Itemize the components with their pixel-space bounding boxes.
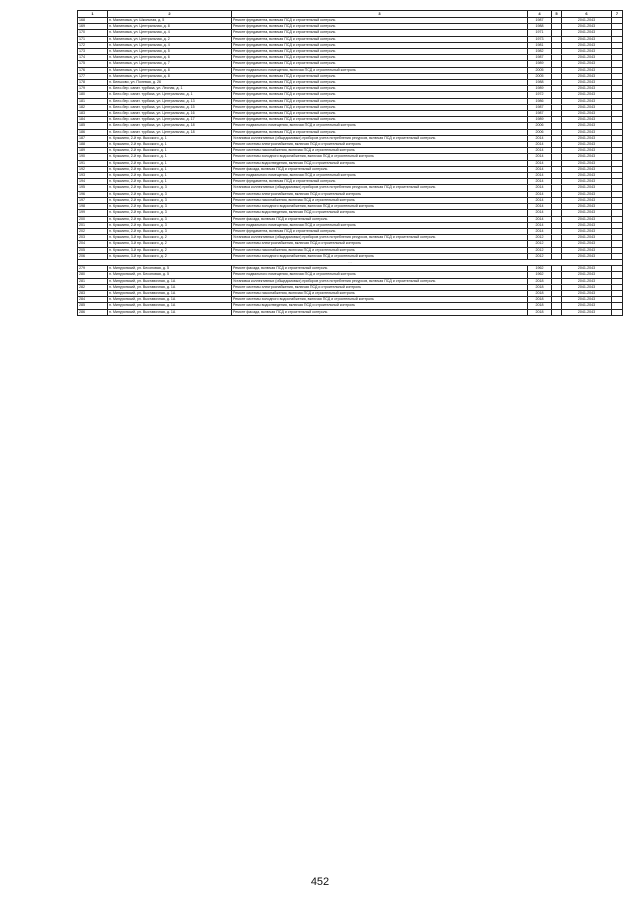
table-cell: 279 <box>78 266 108 272</box>
table-row <box>78 148 623 154</box>
table-cell: Ремонт подвального помещения, включая ПСД и строительный контроль <box>232 222 528 228</box>
table-cell: Ремонт системы холодного водоснабжения, включая ПСД и строительный контроль <box>232 253 528 259</box>
table-cell: п. Минуринский, ул. Бесоновая, д. 5 <box>108 266 232 272</box>
table-cell: 2041-2043 <box>562 185 612 191</box>
table-cell: 1962 <box>528 272 552 278</box>
table-cell: Ремонт системы газоснабжения, включая ПСД и строительный контроль <box>232 197 528 203</box>
table-cell: 2041-2043 <box>562 123 612 129</box>
table-cell: п. Бело-бер. санат. турбаза, ул. Центральная, д. 17 <box>108 117 232 123</box>
document-sheet <box>77 10 622 316</box>
table-cell: 197 <box>78 197 108 203</box>
table-row <box>78 154 623 160</box>
table-cell <box>612 309 623 315</box>
table-cell: 2018 <box>528 290 552 296</box>
table-cell: Ремонт фасада, включая ПСД и строительный контроль <box>232 216 528 222</box>
table-cell: 1987 <box>528 111 552 117</box>
table-row <box>78 241 623 247</box>
table-cell: Ремонт фундамента, включая ПСД и строительный контроль <box>232 36 528 42</box>
table-row <box>78 160 623 166</box>
table-cell: 201 <box>78 222 108 228</box>
table-cell: 1972 <box>528 92 552 98</box>
table-row <box>78 173 623 179</box>
table-cell: Ремонт фундамента, включая ПСД и строительный контроль <box>232 42 528 48</box>
table-cell: 2018 <box>528 278 552 284</box>
table-cell: Ремонт подвального помещения, включая ПСД и строительный контроль <box>232 123 528 129</box>
table-cell: 2014 <box>528 222 552 228</box>
table-cell: п. Кузьмино, 3-й пр. Высокого, д. 2 <box>108 241 232 247</box>
table-cell: 2041-2043 <box>562 179 612 185</box>
table-cell: 190 <box>78 154 108 160</box>
table-cell: Ремонт фундамента, включая ПСД и строительный контроль <box>232 61 528 67</box>
table-cell: п. Бело-бер. санат. турбаза, ул. Лесная, д. 1 <box>108 86 232 92</box>
table-cell: 2012 <box>528 247 552 253</box>
table-cell: 2041-2043 <box>562 210 612 216</box>
table-cell: 175 <box>78 61 108 67</box>
table-cell: Ремонт системы электроснабжения, включая ПСД и строительный контроль <box>232 191 528 197</box>
table-cell: 2014 <box>528 204 552 210</box>
table-cell: 2041-2043 <box>562 197 612 203</box>
table-cell: п. Бело-бер. санат. турбаза, ул. Центральная, д. 13 <box>108 98 232 104</box>
table-cell: п. Малиновка, ул. Центральная, д. 5 <box>108 49 232 55</box>
table-cell: 2006 <box>528 123 552 129</box>
table-cell <box>552 309 562 315</box>
table-cell: 2014 <box>528 191 552 197</box>
table-cell: 2012 <box>528 253 552 259</box>
table-cell: 173 <box>78 49 108 55</box>
table-cell: п. Кузьмино, 2-й пр. Высокого, д. 1 <box>108 166 232 172</box>
table-row <box>78 272 623 278</box>
table-cell: Установка коллективных (общедомовых) приборов учета потребления ресурсов, включая ПСД и строительный контроль <box>232 185 528 191</box>
table-cell: 183 <box>78 111 108 117</box>
table-row <box>78 204 623 210</box>
table-cell: 2014 <box>528 160 552 166</box>
table-cell: 2041-2043 <box>562 129 612 135</box>
table-cell: 204 <box>78 241 108 247</box>
table-cell: 2041-2043 <box>562 253 612 259</box>
table-cell: Ремонт фундамента, включая ПСД и строительный контроль <box>232 30 528 36</box>
table-cell: 2041-2043 <box>562 228 612 234</box>
table-cell: 2041-2043 <box>562 222 612 228</box>
table-cell: п. Малиновка, ул. Центральная, д. 8 <box>108 73 232 79</box>
table-cell: Ремонт фундамента, включая ПСД и строительный контроль <box>232 117 528 123</box>
table-cell: 2014 <box>528 142 552 148</box>
table-cell: 2041-2043 <box>562 173 612 179</box>
table-cell: 2041-2043 <box>562 216 612 222</box>
table-row <box>78 191 623 197</box>
table-cell: 1982 <box>528 49 552 55</box>
table-cell: 1 <box>78 11 108 18</box>
table-cell: 180 <box>78 92 108 98</box>
table-cell: 2041-2043 <box>562 80 612 86</box>
table-cell: 2018 <box>528 284 552 290</box>
table-cell: 2018 <box>528 303 552 309</box>
table-cell: 2014 <box>528 210 552 216</box>
table-cell: 192 <box>78 166 108 172</box>
table-cell: 2014 <box>528 154 552 160</box>
table-cell: п. Бельково, ул. Полевая, д. 26 <box>108 80 232 86</box>
table-cell: 2041-2043 <box>562 309 612 315</box>
table-cell: 2014 <box>528 173 552 179</box>
table-cell: 2041-2043 <box>562 272 612 278</box>
table-cell: Ремонт системы холодного водоснабжения, включая ПСД и строительный контроль <box>232 297 528 303</box>
table-cell: 283 <box>78 290 108 296</box>
table-cell: 193 <box>78 173 108 179</box>
table-cell: п. Кузьмино, 2-й пр. Высокого, д. 1 <box>108 160 232 166</box>
table-cell: 3 <box>232 11 528 18</box>
table-cell: 177 <box>78 73 108 79</box>
table-cell: Ремонт фундамента, включая ПСД и строительный контроль <box>232 86 528 92</box>
table-row <box>78 297 623 303</box>
table-cell: п. Минуринский, ул. Выставочная, д. 1А <box>108 309 232 315</box>
table-cell: 2041-2043 <box>562 73 612 79</box>
table-cell: 2041-2043 <box>562 160 612 166</box>
table-cell: 1962 <box>528 266 552 272</box>
table-cell: Ремонт подвального помещения, включая ПСД и строительный контроль <box>232 67 528 73</box>
table-cell: 2041-2043 <box>562 247 612 253</box>
table-cell: 2041-2043 <box>562 67 612 73</box>
table-cell: Ремонт фундамента, включая ПСД и строительный контроль <box>232 18 528 24</box>
table-cell: 172 <box>78 42 108 48</box>
table-cell: п. Минуринский, ул. Выставочная, д. 1А <box>108 297 232 303</box>
table-cell: 2018 <box>528 309 552 315</box>
table-cell: п. Минуринский, ул. Выставочная, д. 1А <box>108 284 232 290</box>
table-cell: Ремонт фасада, включая ПСД и строительный контроль <box>232 266 528 272</box>
table-cell: п. Малиновка, ул. Центральная, д. 7 <box>108 61 232 67</box>
table-cell: п. Минуринский, ул. Выставочная, д. 1А <box>108 278 232 284</box>
table-cell: 2014 <box>528 185 552 191</box>
table-cell: Ремонт системы водоотведения, включая ПСД и строительный контроль <box>232 303 528 309</box>
table-cell: Ремонт фундамента, включая ПСД и строительный контроль <box>232 228 528 234</box>
table-row <box>78 222 623 228</box>
table-row <box>78 67 623 73</box>
table-cell: п. Кузьмино, 3-й пр. Высокого, д. 2 <box>108 247 232 253</box>
table-cell: 1989 <box>528 61 552 67</box>
table-cell: Ремонт системы холодного водоснабжения, включая ПСД и строительный контроль <box>232 154 528 160</box>
table-cell: 2041-2043 <box>562 98 612 104</box>
table-cell: Ремонт фундамента, включая ПСД и строительный контроль <box>232 98 528 104</box>
table-cell: 2041-2043 <box>562 61 612 67</box>
table-cell: 2041-2043 <box>562 297 612 303</box>
table-cell: 2041-2043 <box>562 303 612 309</box>
table-cell: п. Кузьмино, 2-й пр. Высокого, д. 1 <box>108 154 232 160</box>
table-cell: п. Кузьмино, 2-й пр. Высокого, д. 3 <box>108 185 232 191</box>
table-cell: п. Минуринский, ул. Бесоновая, д. 5 <box>108 272 232 278</box>
table-cell: 4 <box>528 11 552 18</box>
table-cell: 7 <box>612 11 623 18</box>
table-cell: 281 <box>78 278 108 284</box>
table-cell: п. Кузьмино, 2-й пр. Высокого, д. 1 <box>108 148 232 154</box>
table-cell: Ремонт фундамента, включая ПСД и строительный контроль <box>232 111 528 117</box>
table-cell: Ремонт фундамента, включая ПСД и строительный контроль <box>232 179 528 185</box>
table-cell: 2041-2043 <box>562 290 612 296</box>
table-cell: 2012 <box>528 241 552 247</box>
table-cell: 196 <box>78 191 108 197</box>
table-cell: Ремонт системы электроснабжения, включая ПСД и строительный контроль <box>232 142 528 148</box>
table-cell: п. Кузьмино, 2-й пр. Высокого, д. 3 <box>108 204 232 210</box>
table-cell: Ремонт подвального помещения, включая ПСД и строительный контроль <box>232 272 528 278</box>
table-cell: п. Бело-бер. санат. турбаза, ул. Центральная, д. 16 <box>108 111 232 117</box>
table-cell: п. Кузьмино, 2-й пр. Высокого, д. 1 <box>108 142 232 148</box>
table-cell: 2018 <box>528 297 552 303</box>
table-cell: п. Кузьмино, 2-й пр. Высокого, д. 3 <box>108 197 232 203</box>
table-cell: п. Кузьмино, 2-й пр. Высокого, д. 1 <box>108 179 232 185</box>
table-cell: п. Малиновка, ул. Центральная, д. 8 <box>108 67 232 73</box>
table-cell: Ремонт системы водоотведения, включая ПСД и строительный контроль <box>232 210 528 216</box>
table-cell: 2014 <box>528 228 552 234</box>
table-cell: 2041-2043 <box>562 30 612 36</box>
table-cell: 2041-2043 <box>562 166 612 172</box>
table-row <box>78 247 623 253</box>
table-row <box>78 123 623 129</box>
ellipsis-cell: … <box>78 259 623 265</box>
table-cell: 2041-2043 <box>562 148 612 154</box>
table-cell: 282 <box>78 284 108 290</box>
table-cell: 182 <box>78 104 108 110</box>
table-cell: 2012 <box>528 235 552 241</box>
table-cell: 1989 <box>528 117 552 123</box>
table-cell: 2041-2043 <box>562 49 612 55</box>
table-header-row <box>78 11 623 18</box>
table-cell: п. Минуринский, ул. Выставочная, д. 1А <box>108 290 232 296</box>
table-cell: п. Малиновка, ул. Школьная, д. 5 <box>108 18 232 24</box>
table-cell: Ремонт подвального помещения, включая ПСД и строительный контроль <box>232 173 528 179</box>
table-cell: Ремонт фундамента, включая ПСД и строительный контроль <box>232 129 528 135</box>
table-row <box>78 278 623 284</box>
page-number: 452 <box>310 876 330 888</box>
table-cell: 2014 <box>528 166 552 172</box>
table-cell: 185 <box>78 123 108 129</box>
table-cell: Ремонт фундамента, включая ПСД и строительный контроль <box>232 92 528 98</box>
table-cell: 2041-2043 <box>562 18 612 24</box>
table-row <box>78 284 623 290</box>
table-cell: 1987 <box>528 18 552 24</box>
table-cell: 2041-2043 <box>562 36 612 42</box>
table-cell: 195 <box>78 185 108 191</box>
table-row <box>78 235 623 241</box>
table-cell: 186 <box>78 129 108 135</box>
table-cell: 2014 <box>528 197 552 203</box>
table-cell: 171 <box>78 36 108 42</box>
table-cell: п. Минуринский, ул. Выставочная, д. 1А <box>108 303 232 309</box>
table-cell: п. Малиновка, ул. Центральная, д. 4 <box>108 42 232 48</box>
table-cell: Ремонт фундамента, включая ПСД и строительный контроль <box>232 55 528 61</box>
table-cell: Ремонт фундамента, включая ПСД и строительный контроль <box>232 24 528 30</box>
table-cell: 2014 <box>528 148 552 154</box>
table-cell: 2006 <box>528 129 552 135</box>
table-cell: 1988 <box>528 24 552 30</box>
table-cell: п. Малиновка, ул. Центральная, д. 4 <box>108 30 232 36</box>
table-cell: Установка коллективных (общедомовых) приборов учета потребления ресурсов, включая ПСД и строительный контроль <box>232 135 528 141</box>
table-cell: 2041-2043 <box>562 55 612 61</box>
table-cell: 2041-2043 <box>562 191 612 197</box>
table-cell: 2005 <box>528 73 552 79</box>
table-row <box>78 309 623 315</box>
table-cell: Ремонт системы электроснабжения, включая ПСД и строительный контроль <box>232 284 528 290</box>
table-cell: 2041-2043 <box>562 24 612 30</box>
table-cell: Ремонт фундамента, включая ПСД и строительный контроль <box>232 80 528 86</box>
table-cell: 184 <box>78 117 108 123</box>
table-cell: п. Малиновка, ул. Центральная, д. 8 <box>108 24 232 30</box>
table-cell: Ремонт системы газоснабжения, включая ПСД и строительный контроль <box>232 290 528 296</box>
table-cell: 179 <box>78 86 108 92</box>
table-cell: п. Бело-бер. санат. турбаза, ул. Центральная, д. 15 <box>108 104 232 110</box>
table-cell: 2041-2043 <box>562 278 612 284</box>
table-cell: Ремонт фундамента, включая ПСД и строительный контроль <box>232 73 528 79</box>
table-cell: п. Кузьмино, 3-й пр. Высокого, д. 2 <box>108 235 232 241</box>
table-cell: п. Малиновка, ул. Центральная, д. 6 <box>108 55 232 61</box>
table-cell: п. Кузьмино, 2-й пр. Высокого, д. 3 <box>108 216 232 222</box>
table-cell: Ремонт системы электроснабжения, включая ПСД и строительный контроль <box>232 241 528 247</box>
table-row <box>78 303 623 309</box>
table-cell: 2041-2043 <box>562 104 612 110</box>
table-cell: Ремонт фундамента, включая ПСД и строительный контроль <box>232 104 528 110</box>
table-cell: 202 <box>78 228 108 234</box>
table-cell: п. Малиновка, ул. Центральная, д. 2 <box>108 36 232 42</box>
table-cell: Ремонт системы водоотведения, включая ПСД и строительный контроль <box>232 160 528 166</box>
table-cell: 2041-2043 <box>562 111 612 117</box>
table-cell: 189 <box>78 148 108 154</box>
table-cell: 2041-2043 <box>562 135 612 141</box>
table-cell: 205 <box>78 247 108 253</box>
table-cell: п. Кузьмино, 2-й пр. Высокого, д. 1 <box>108 135 232 141</box>
table-row <box>78 135 623 141</box>
table-cell: Установка коллективных (общедомовых) приборов учета потребления ресурсов, включая ПСД и строительный контроль <box>232 278 528 284</box>
table-cell: Установка коллективных (общедомовых) приборов учета потребления ресурсов, включая ПСД и строительный контроль <box>232 235 528 241</box>
table-cell: 6 <box>562 11 612 18</box>
table-cell: 284 <box>78 297 108 303</box>
table-cell: п. Кузьмино, 2-й пр. Высокого, д. 1 <box>108 173 232 179</box>
table-cell: 280 <box>78 272 108 278</box>
table-cell: 2041-2043 <box>562 42 612 48</box>
table-cell: Ремонт системы газоснабжения, включая ПСД и строительный контроль <box>232 247 528 253</box>
table-cell: 2041-2043 <box>562 117 612 123</box>
table-cell: п. Кузьмино, 2-й пр. Высокого, д. 3 <box>108 191 232 197</box>
table-cell: 1981 <box>528 42 552 48</box>
table-cell: 1987 <box>528 55 552 61</box>
table-cell: п. Бело-бер. санат. турбаза, ул. Центральная, д. 18 <box>108 129 232 135</box>
table-cell: 2041-2043 <box>562 241 612 247</box>
table-cell: Ремонт фасада, включая ПСД и строительный контроль <box>232 166 528 172</box>
table-cell: 178 <box>78 80 108 86</box>
table-cell: п. Бело-бер. санат. турбаза, ул. Центральная, д. 18 <box>108 123 232 129</box>
table-cell: п. Кузьмино, 3-й пр. Высокого, д. 2 <box>108 253 232 259</box>
table-cell: п. Кузьмино, 2-й пр. Высокого, д. 3 <box>108 228 232 234</box>
table-cell: 1986 <box>528 98 552 104</box>
table-cell: п. Бело-бер. санат. турбаза, ул. Центральная, д. 1 <box>108 92 232 98</box>
table-row <box>78 210 623 216</box>
table-cell: 174 <box>78 55 108 61</box>
table-row <box>78 253 623 259</box>
table-cell: 176 <box>78 67 108 73</box>
table-cell: Ремонт фундамента, включая ПСД и строительный контроль <box>232 49 528 55</box>
table-cell: 1973 <box>528 36 552 42</box>
capital-repair-table <box>77 10 623 316</box>
table-cell: 2014 <box>528 135 552 141</box>
table-cell: 2041-2043 <box>562 92 612 98</box>
table-cell: 198 <box>78 204 108 210</box>
table-cell: Ремонт фасада, включая ПСД и строительный контроль <box>232 309 528 315</box>
table-cell: 2005 <box>528 67 552 73</box>
table-row <box>78 197 623 203</box>
table-cell: п. Кузьмино, 2-й пр. Высокого, д. 3 <box>108 210 232 216</box>
table-cell: 169 <box>78 24 108 30</box>
table-cell: 168 <box>78 18 108 24</box>
table-cell: 200 <box>78 216 108 222</box>
table-cell: 188 <box>78 142 108 148</box>
table-row <box>78 290 623 296</box>
table-cell: 187 <box>78 135 108 141</box>
table-cell: 2041-2043 <box>562 142 612 148</box>
table-cell: 206 <box>78 253 108 259</box>
table-cell: 2041-2043 <box>562 235 612 241</box>
table-cell: 203 <box>78 235 108 241</box>
table-cell: 2041-2043 <box>562 284 612 290</box>
table-cell: п. Кузьмино, 2-й пр. Высокого, д. 3 <box>108 222 232 228</box>
table-cell: 199 <box>78 210 108 216</box>
table-cell: 181 <box>78 98 108 104</box>
table-cell: Ремонт системы холодного водоснабжения, включая ПСД и строительный контроль <box>232 204 528 210</box>
table-cell: 170 <box>78 30 108 36</box>
table-cell: 2041-2043 <box>562 266 612 272</box>
table-cell: 2041-2043 <box>562 154 612 160</box>
table-cell: 1971 <box>528 30 552 36</box>
table-cell: 1987 <box>528 104 552 110</box>
table-cell: 285 <box>78 303 108 309</box>
table-cell: 191 <box>78 160 108 166</box>
table-cell: 1989 <box>528 86 552 92</box>
table-cell: 2014 <box>528 179 552 185</box>
table-cell: 1988 <box>528 80 552 86</box>
table-cell: 2041-2043 <box>562 86 612 92</box>
table-cell: 5 <box>552 11 562 18</box>
table-cell: 286 <box>78 309 108 315</box>
table-row <box>78 142 623 148</box>
table-cell: 2 <box>108 11 232 18</box>
table-cell: 194 <box>78 179 108 185</box>
table-cell: 2014 <box>528 216 552 222</box>
table-cell: Ремонт системы газоснабжения, включая ПСД и строительный контроль <box>232 148 528 154</box>
table-row <box>78 185 623 191</box>
table-cell: 2041-2043 <box>562 204 612 210</box>
